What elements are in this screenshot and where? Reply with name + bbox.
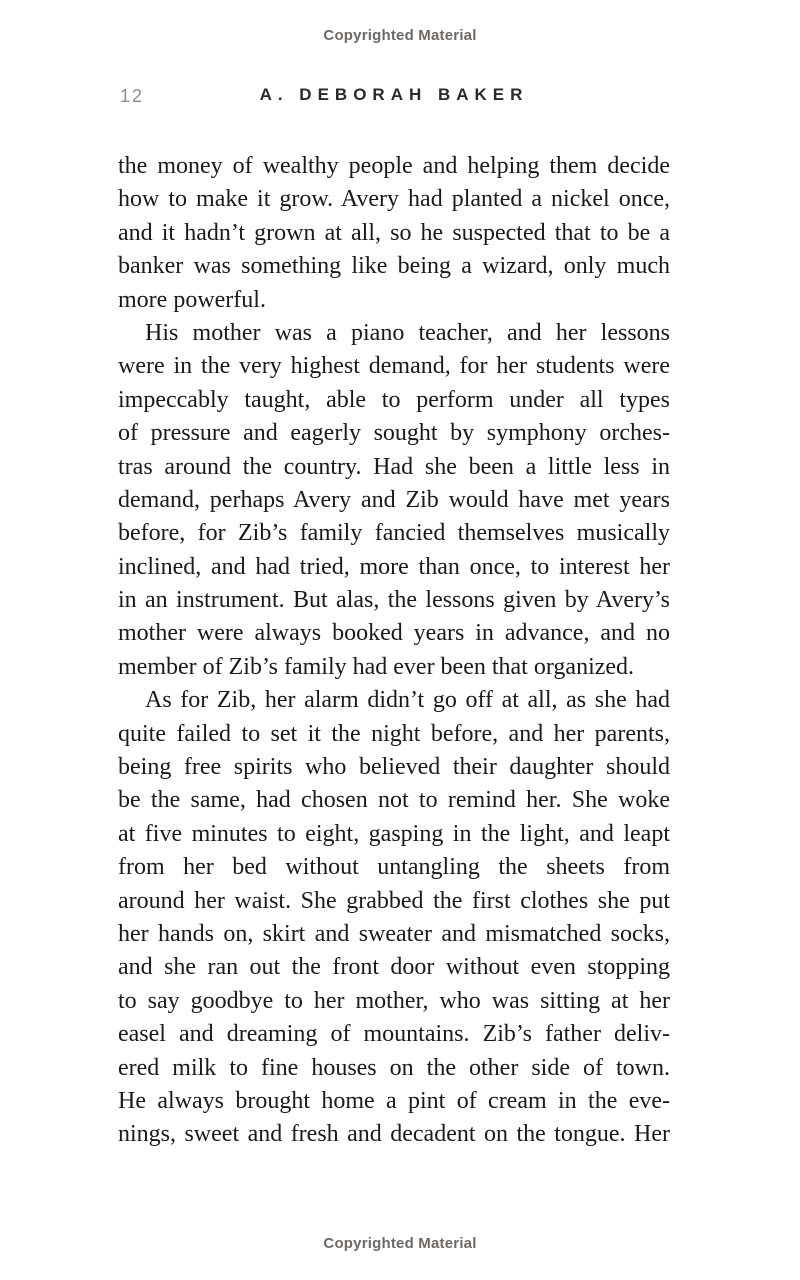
running-header-author: A. DEBORAH BAKER <box>259 85 529 104</box>
text-line: her hands on, skirt and sweater and mismatched socks, <box>118 920 670 947</box>
text-line: before, for Zib’s family fancied themselves musically <box>118 520 670 547</box>
text-line: at five minutes to eight, gasping in the light, and leapt <box>118 820 670 847</box>
text-line: quite failed to set it the night before, and her parents, <box>118 720 670 747</box>
paragraph <box>118 684 670 1151</box>
text-line: ered milk to fine houses on the other side of town. <box>118 1054 670 1081</box>
text-line: around her waist. She grabbed the first clothes she put <box>118 887 670 914</box>
text-line: were in the very highest demand, for her students were <box>118 353 670 380</box>
text-line: member of Zib’s family had ever been that organized. <box>118 653 635 680</box>
copyright-notice-top: Copyrighted Material <box>323 27 477 44</box>
text-line: His mother was a piano teacher, and her lessons <box>145 319 670 346</box>
text-line: the money of wealthy people and helping them decide <box>118 153 670 179</box>
text-line: easel and dreaming of mountains. Zib’s father deliv- <box>118 1021 670 1048</box>
body-text <box>118 150 670 1152</box>
text-line: and it hadn’t grown at all, so he suspected that to be a <box>118 219 670 246</box>
text-line: and she ran out the front door without even stopping <box>118 954 670 981</box>
text-line: being free spirits who believed their daughter should <box>118 754 670 781</box>
text-line: to say goodbye to her mother, who was sitting at her <box>118 987 670 1014</box>
text-line: of pressure and eagerly sought by symphony orches- <box>118 420 670 447</box>
text-line: demand, perhaps Avery and Zib would have met years <box>118 486 670 513</box>
page-header <box>118 85 670 107</box>
text-line: from her bed without untangling the sheets from <box>118 854 670 881</box>
paragraph <box>118 150 670 317</box>
text-line: As for Zib, her alarm didn’t go off at all, as she had <box>145 687 670 714</box>
text-line: nings, sweet and fresh and decadent on the tongue. Her <box>118 1121 670 1148</box>
text-line: more powerful. <box>118 286 266 313</box>
text-line: He always brought home a pint of cream in the eve- <box>118 1087 670 1114</box>
paragraph <box>118 317 670 684</box>
text-line: mother were always booked years in advance, and no <box>118 620 670 647</box>
text-line: banker was something like being a wizard, only much <box>118 253 670 280</box>
text-line: be the same, had chosen not to remind her. She woke <box>118 787 670 814</box>
text-line: tras around the country. Had she been a little less in <box>118 453 670 480</box>
text-line: inclined, and had tried, more than once, to interest her <box>118 553 670 580</box>
text-line: how to make it grow. Avery had planted a nickel once, <box>118 186 670 213</box>
page-number: 12 <box>120 86 145 106</box>
copyright-notice-bottom: Copyrighted Material <box>323 1235 477 1252</box>
text-line: impeccably taught, able to perform under all types <box>118 386 670 413</box>
text-line: in an instrument. But alas, the lessons given by Avery’s <box>118 587 670 614</box>
